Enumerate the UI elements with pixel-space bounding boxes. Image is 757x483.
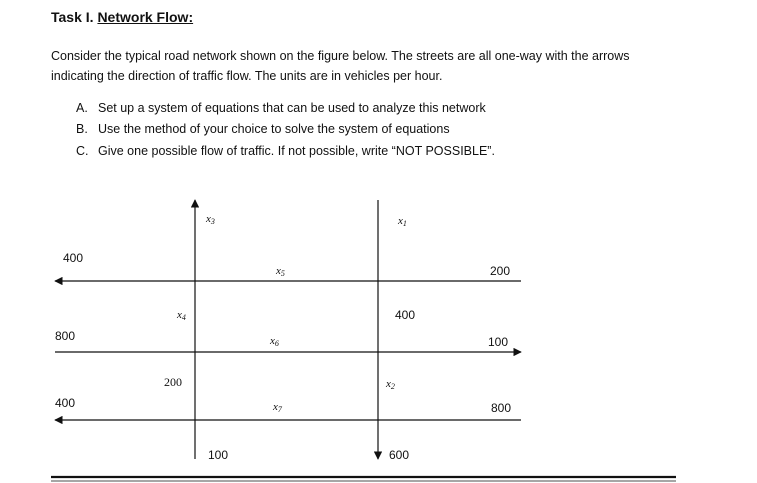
task-item-text: Give one possible flow of traffic. If not possible, write “NOT POSSIBLE”. bbox=[98, 144, 495, 158]
flow-top-right: 200 bbox=[490, 264, 511, 278]
var-x7: x7 bbox=[273, 401, 282, 414]
flow-bottom-right: 800 bbox=[491, 401, 512, 415]
var-x6: x6 bbox=[270, 335, 279, 348]
var-x5: x5 bbox=[276, 265, 285, 278]
task-label: Task I. bbox=[51, 9, 94, 25]
var-x4: x4 bbox=[177, 309, 186, 322]
var-x2: x2 bbox=[386, 378, 395, 391]
flow-bottom-left-vertical: 100 bbox=[208, 448, 229, 462]
task-intro: Consider the typical road network shown on the figure below. The streets are all one-way with the arrows indicating the direction of traffic flow. The units are in vehicles per hour. bbox=[51, 49, 630, 83]
task-item-text: Set up a system of equations that can be used to analyze this network bbox=[98, 101, 486, 115]
flow-left-vertical: 200 bbox=[164, 375, 182, 389]
flow-mid-left: 800 bbox=[55, 329, 76, 343]
task-item-text: Use the method of your choice to solve the system of equations bbox=[98, 122, 450, 136]
flow-bottom-right-vertical: 600 bbox=[389, 448, 410, 462]
flow-right-vertical: 400 bbox=[395, 308, 416, 322]
var-x3: x3 bbox=[206, 213, 215, 226]
flow-top-left: 400 bbox=[63, 251, 84, 265]
task-title-text: Network Flow: bbox=[97, 9, 194, 25]
flow-bottom-left: 400 bbox=[55, 396, 76, 410]
flow-mid-right: 100 bbox=[488, 335, 509, 349]
task-item-marker: B. bbox=[76, 122, 88, 136]
task-item-marker: A. bbox=[76, 101, 88, 115]
task-item-marker: C. bbox=[76, 144, 89, 158]
var-x1: x1 bbox=[398, 215, 407, 228]
